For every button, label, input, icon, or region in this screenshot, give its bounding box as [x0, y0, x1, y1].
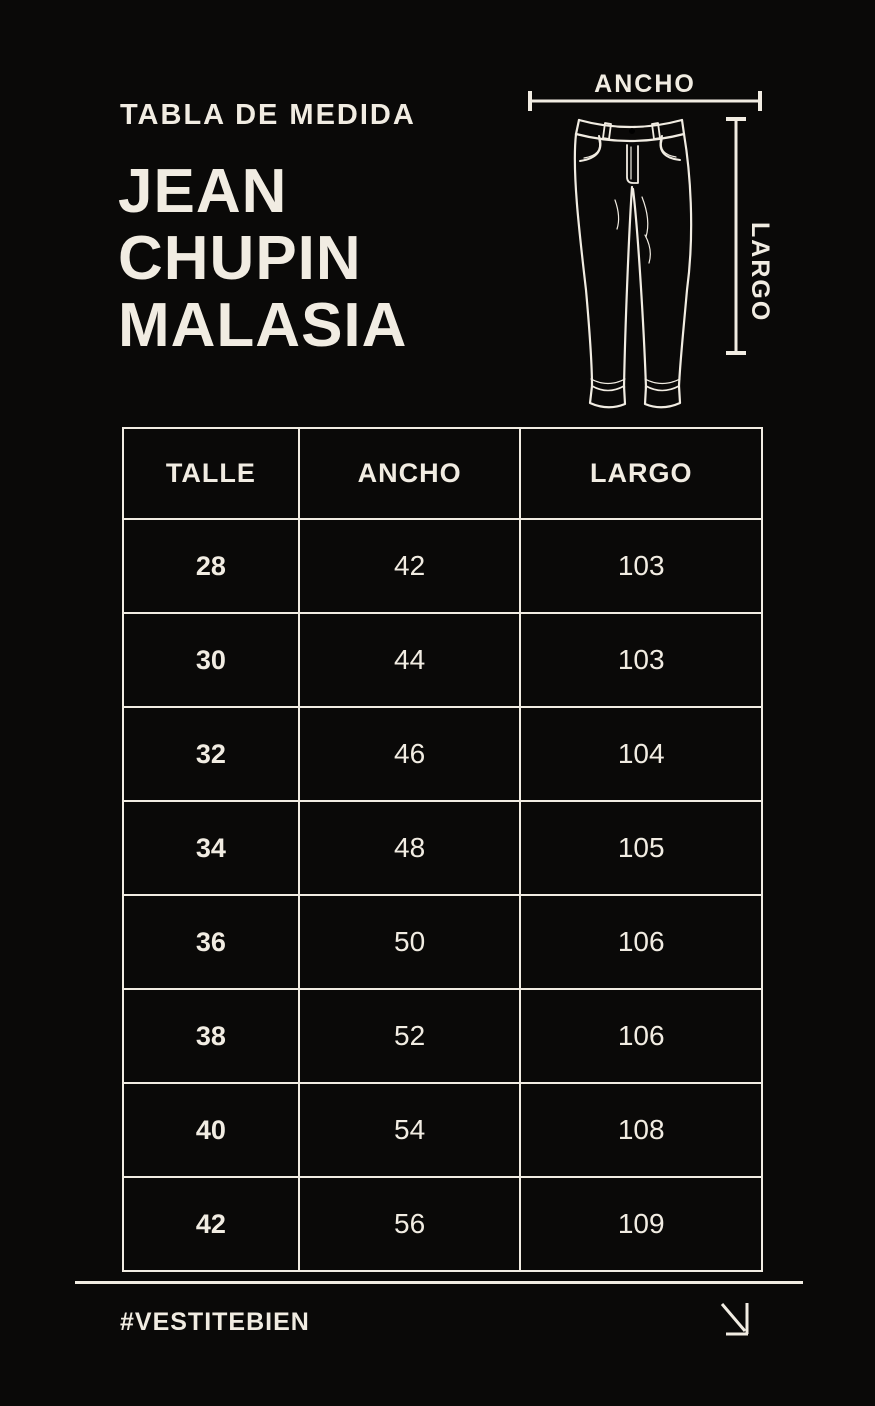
cell-talle: 30 [123, 613, 299, 707]
cell-largo: 108 [520, 1083, 762, 1177]
title-line-2: CHUPIN [118, 224, 362, 293]
title-line-1: JEAN [118, 157, 288, 226]
title-line-3: MALASIA [118, 291, 408, 360]
cell-talle: 42 [123, 1177, 299, 1271]
column-header-talle: TALLE [123, 428, 299, 519]
cell-largo: 103 [520, 613, 762, 707]
cell-largo: 103 [520, 519, 762, 613]
size-table-header-row [123, 428, 762, 519]
table-row [123, 801, 762, 895]
table-row [123, 613, 762, 707]
cell-largo: 106 [520, 989, 762, 1083]
footer-divider [75, 1281, 803, 1284]
cell-ancho: 56 [299, 1177, 521, 1271]
cell-largo: 106 [520, 895, 762, 989]
cell-ancho: 44 [299, 613, 521, 707]
cell-talle: 40 [123, 1083, 299, 1177]
cell-talle: 34 [123, 801, 299, 895]
length-measure-line-icon [725, 117, 747, 355]
table-row [123, 1177, 762, 1271]
cell-ancho: 54 [299, 1083, 521, 1177]
jeans-illustration [545, 105, 715, 415]
column-header-largo: LARGO [520, 428, 762, 519]
page-title [118, 158, 407, 359]
cell-ancho: 46 [299, 707, 521, 801]
cell-largo: 109 [520, 1177, 762, 1271]
length-measure-label: LARGO [746, 222, 774, 323]
column-header-ancho: ANCHO [299, 428, 521, 519]
width-measure-label: ANCHO [594, 70, 696, 98]
cell-talle: 36 [123, 895, 299, 989]
cell-talle: 28 [123, 519, 299, 613]
table-row [123, 895, 762, 989]
table-row [123, 989, 762, 1083]
page-kicker: TABLA DE MEDIDA [120, 99, 416, 131]
cell-talle: 38 [123, 989, 299, 1083]
cell-talle: 32 [123, 707, 299, 801]
size-table [122, 427, 763, 1272]
cell-ancho: 52 [299, 989, 521, 1083]
cell-ancho: 48 [299, 801, 521, 895]
brand-hashtag: #VESTITEBIEN [120, 1308, 310, 1336]
table-row [123, 519, 762, 613]
cell-ancho: 42 [299, 519, 521, 613]
table-row [123, 1083, 762, 1177]
cell-largo: 105 [520, 801, 762, 895]
cell-ancho: 50 [299, 895, 521, 989]
cell-largo: 104 [520, 707, 762, 801]
arrow-down-right-icon [719, 1300, 753, 1338]
table-row [123, 707, 762, 801]
